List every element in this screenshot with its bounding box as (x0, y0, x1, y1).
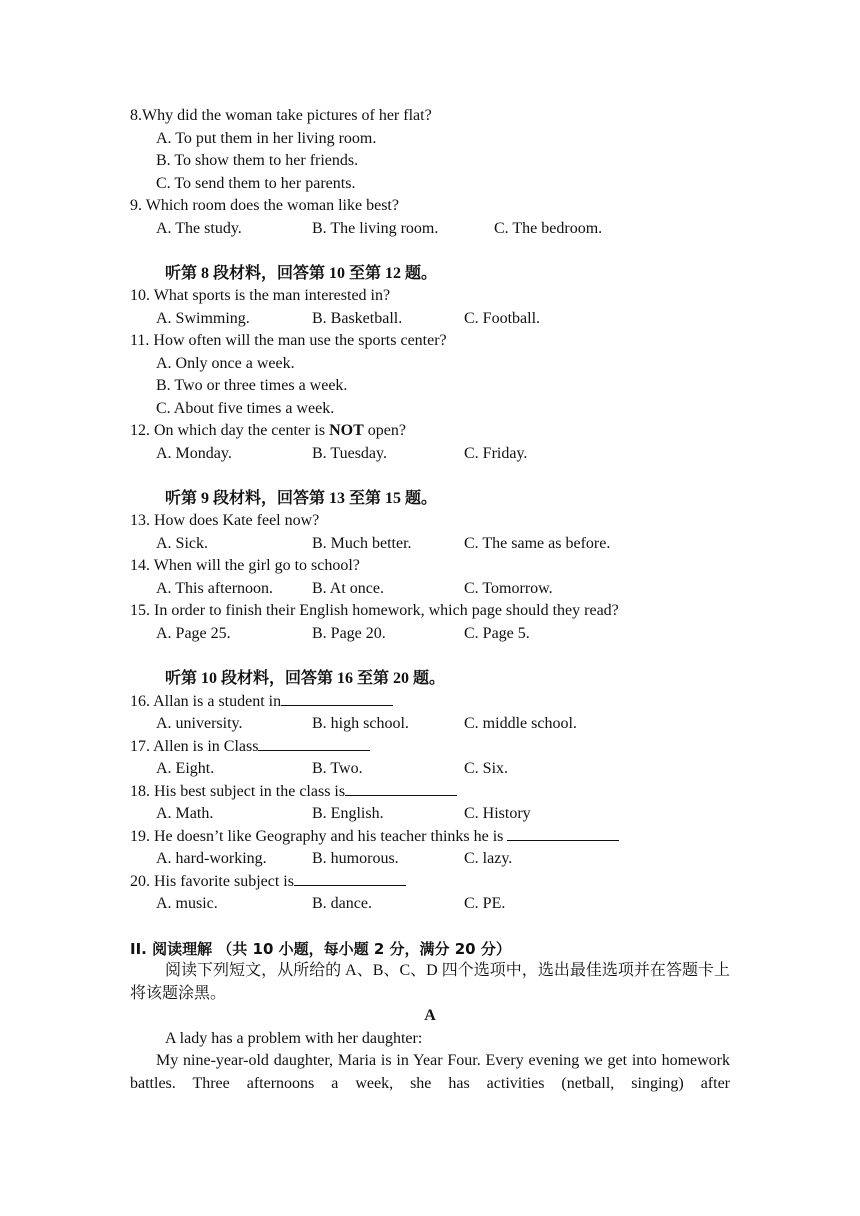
question-9-options (130, 218, 730, 241)
question-19-option-a: A. hard-working. (156, 849, 267, 867)
question-17-option-c: C. Six. (464, 759, 509, 777)
passage-label: A (424, 1007, 436, 1024)
question-11-stem: 11. How often will the man use the sports center? (130, 332, 447, 349)
question-19-options (130, 848, 730, 871)
question-13-options (130, 533, 730, 556)
question-11-option-b: B. Two or three times a week. (156, 377, 348, 394)
question-8-option-c: C. To send them to her parents. (156, 174, 356, 192)
spacer (130, 645, 730, 668)
section-heading-8: 听第 8 段材料，回答第 10 至第 12 题。 (165, 264, 438, 282)
question-18-option-a: A. Math. (156, 804, 214, 822)
question-18-stem (130, 780, 730, 803)
part-2-instruction: 阅读下列短文，从所给的 A、B、C、D 四个选项中，选出最佳选项并在答题卡上将该题涂黑。 (130, 962, 730, 1002)
question-16-option-b: B. high school. (312, 714, 409, 732)
question-12-option-c: C. Friday. (464, 444, 528, 462)
question-13-stem: 13. How does Kate feel now? (130, 512, 320, 529)
question-20-option-c: C. PE. (464, 894, 506, 912)
question-9-option-b: B. The living room. (312, 219, 439, 237)
question-13-option-a: A. Sick. (156, 534, 208, 552)
question-10-options (130, 308, 730, 331)
question-18-option-b: B. English. (312, 804, 384, 822)
question-16-stem-text: 16. Allan is a student in (130, 693, 282, 710)
question-10-option-c: C. Football. (464, 309, 541, 327)
question-11-option-c: C. About five times a week. (156, 399, 335, 417)
question-9-option-a: A. The study. (156, 219, 242, 237)
question-9-option-c: C. The bedroom. (494, 219, 603, 237)
question-17-option-a: A. Eight. (156, 759, 215, 777)
question-16-option-a: A. university. (156, 714, 243, 732)
question-18-option-c: C. History (464, 804, 531, 822)
question-19-option-c: C. lazy. (464, 849, 513, 867)
question-14-option-c: C. Tomorrow. (464, 579, 553, 597)
question-20-stem (130, 870, 730, 893)
question-8-option-b: B. To show them to her friends. (156, 152, 359, 169)
question-12-option-b: B. Tuesday. (312, 444, 387, 462)
question-12-options (130, 443, 730, 466)
question-16-stem (130, 690, 730, 713)
answer-blank (345, 780, 457, 796)
question-16-option-c: C. middle school. (464, 714, 577, 732)
question-19-option-b: B. humorous. (312, 849, 399, 867)
question-17-stem-text: 17. Allen is in Class (130, 738, 259, 755)
question-12-stem-post: open? (363, 422, 406, 439)
question-15-option-c: C. Page 5. (464, 624, 530, 642)
answer-blank (281, 690, 393, 706)
question-15-options (130, 623, 730, 646)
question-11-option-a: A. Only once a week. (156, 354, 295, 372)
question-17-options (130, 758, 730, 781)
question-8-stem: 8.Why did the woman take pictures of her flat? (130, 107, 432, 124)
spacer (130, 915, 730, 938)
question-9-stem: 9. Which room does the woman like best? (130, 197, 399, 214)
question-18-stem-text: 18. His best subject in the class is (130, 783, 346, 800)
spacer (130, 465, 730, 488)
answer-blank (258, 735, 370, 751)
question-19-stem-text: 19. He doesn’t like Geography and his teacher thinks he is (130, 828, 508, 845)
passage-paragraph: My nine-year-old daughter, Maria is in Year Four. Every evening we get into homework battles. Three afternoons a week, she has activities (netball, singing) after (130, 1052, 730, 1092)
question-15-option-a: A. Page 25. (156, 624, 231, 642)
question-10-option-b: B. Basketball. (312, 309, 403, 327)
answer-blank (294, 870, 406, 886)
question-14-options (130, 578, 730, 601)
section-heading-9: 听第 9 段材料，回答第 13 至第 15 题。 (165, 489, 438, 507)
question-12-stem-emphasis: NOT (329, 422, 364, 439)
question-14-option-b: B. At once. (312, 579, 384, 597)
question-20-option-a: A. music. (156, 894, 218, 912)
question-14-stem: 14. When will the girl go to school? (130, 557, 360, 574)
question-10-option-a: A. Swimming. (156, 309, 250, 327)
question-10-stem: 10. What sports is the man interested in? (130, 287, 391, 304)
question-13-option-b: B. Much better. (312, 534, 412, 552)
spacer (130, 240, 730, 263)
question-18-options (130, 803, 730, 826)
exam-content (130, 105, 730, 1095)
answer-blank (507, 825, 619, 841)
question-15-stem: 15. In order to finish their English homework, which page should they read? (130, 602, 619, 619)
passage-intro: A lady has a problem with her daughter: (165, 1029, 423, 1047)
question-12-option-a: A. Monday. (156, 444, 232, 462)
part-2-heading: II. 阅读理解 （共 10 小题，每小题 2 分，满分 20 分） (130, 939, 511, 958)
question-17-option-b: B. Two. (312, 759, 363, 777)
question-19-stem (130, 825, 730, 848)
section-heading-10: 听第 10 段材料，回答第 16 至第 20 题。 (165, 669, 446, 687)
question-20-option-b: B. dance. (312, 894, 372, 912)
question-13-option-c: C. The same as before. (464, 534, 611, 552)
question-8-option-a: A. To put them in her living room. (156, 129, 377, 147)
question-20-options (130, 893, 730, 916)
question-12-stem-pre: 12. On which day the center is (130, 422, 330, 439)
question-17-stem (130, 735, 730, 758)
question-12-stem (130, 420, 730, 443)
question-20-stem-text: 20. His favorite subject is (130, 873, 294, 890)
question-16-options (130, 713, 730, 736)
question-15-option-b: B. Page 20. (312, 624, 386, 642)
question-14-option-a: A. This afternoon. (156, 579, 274, 597)
